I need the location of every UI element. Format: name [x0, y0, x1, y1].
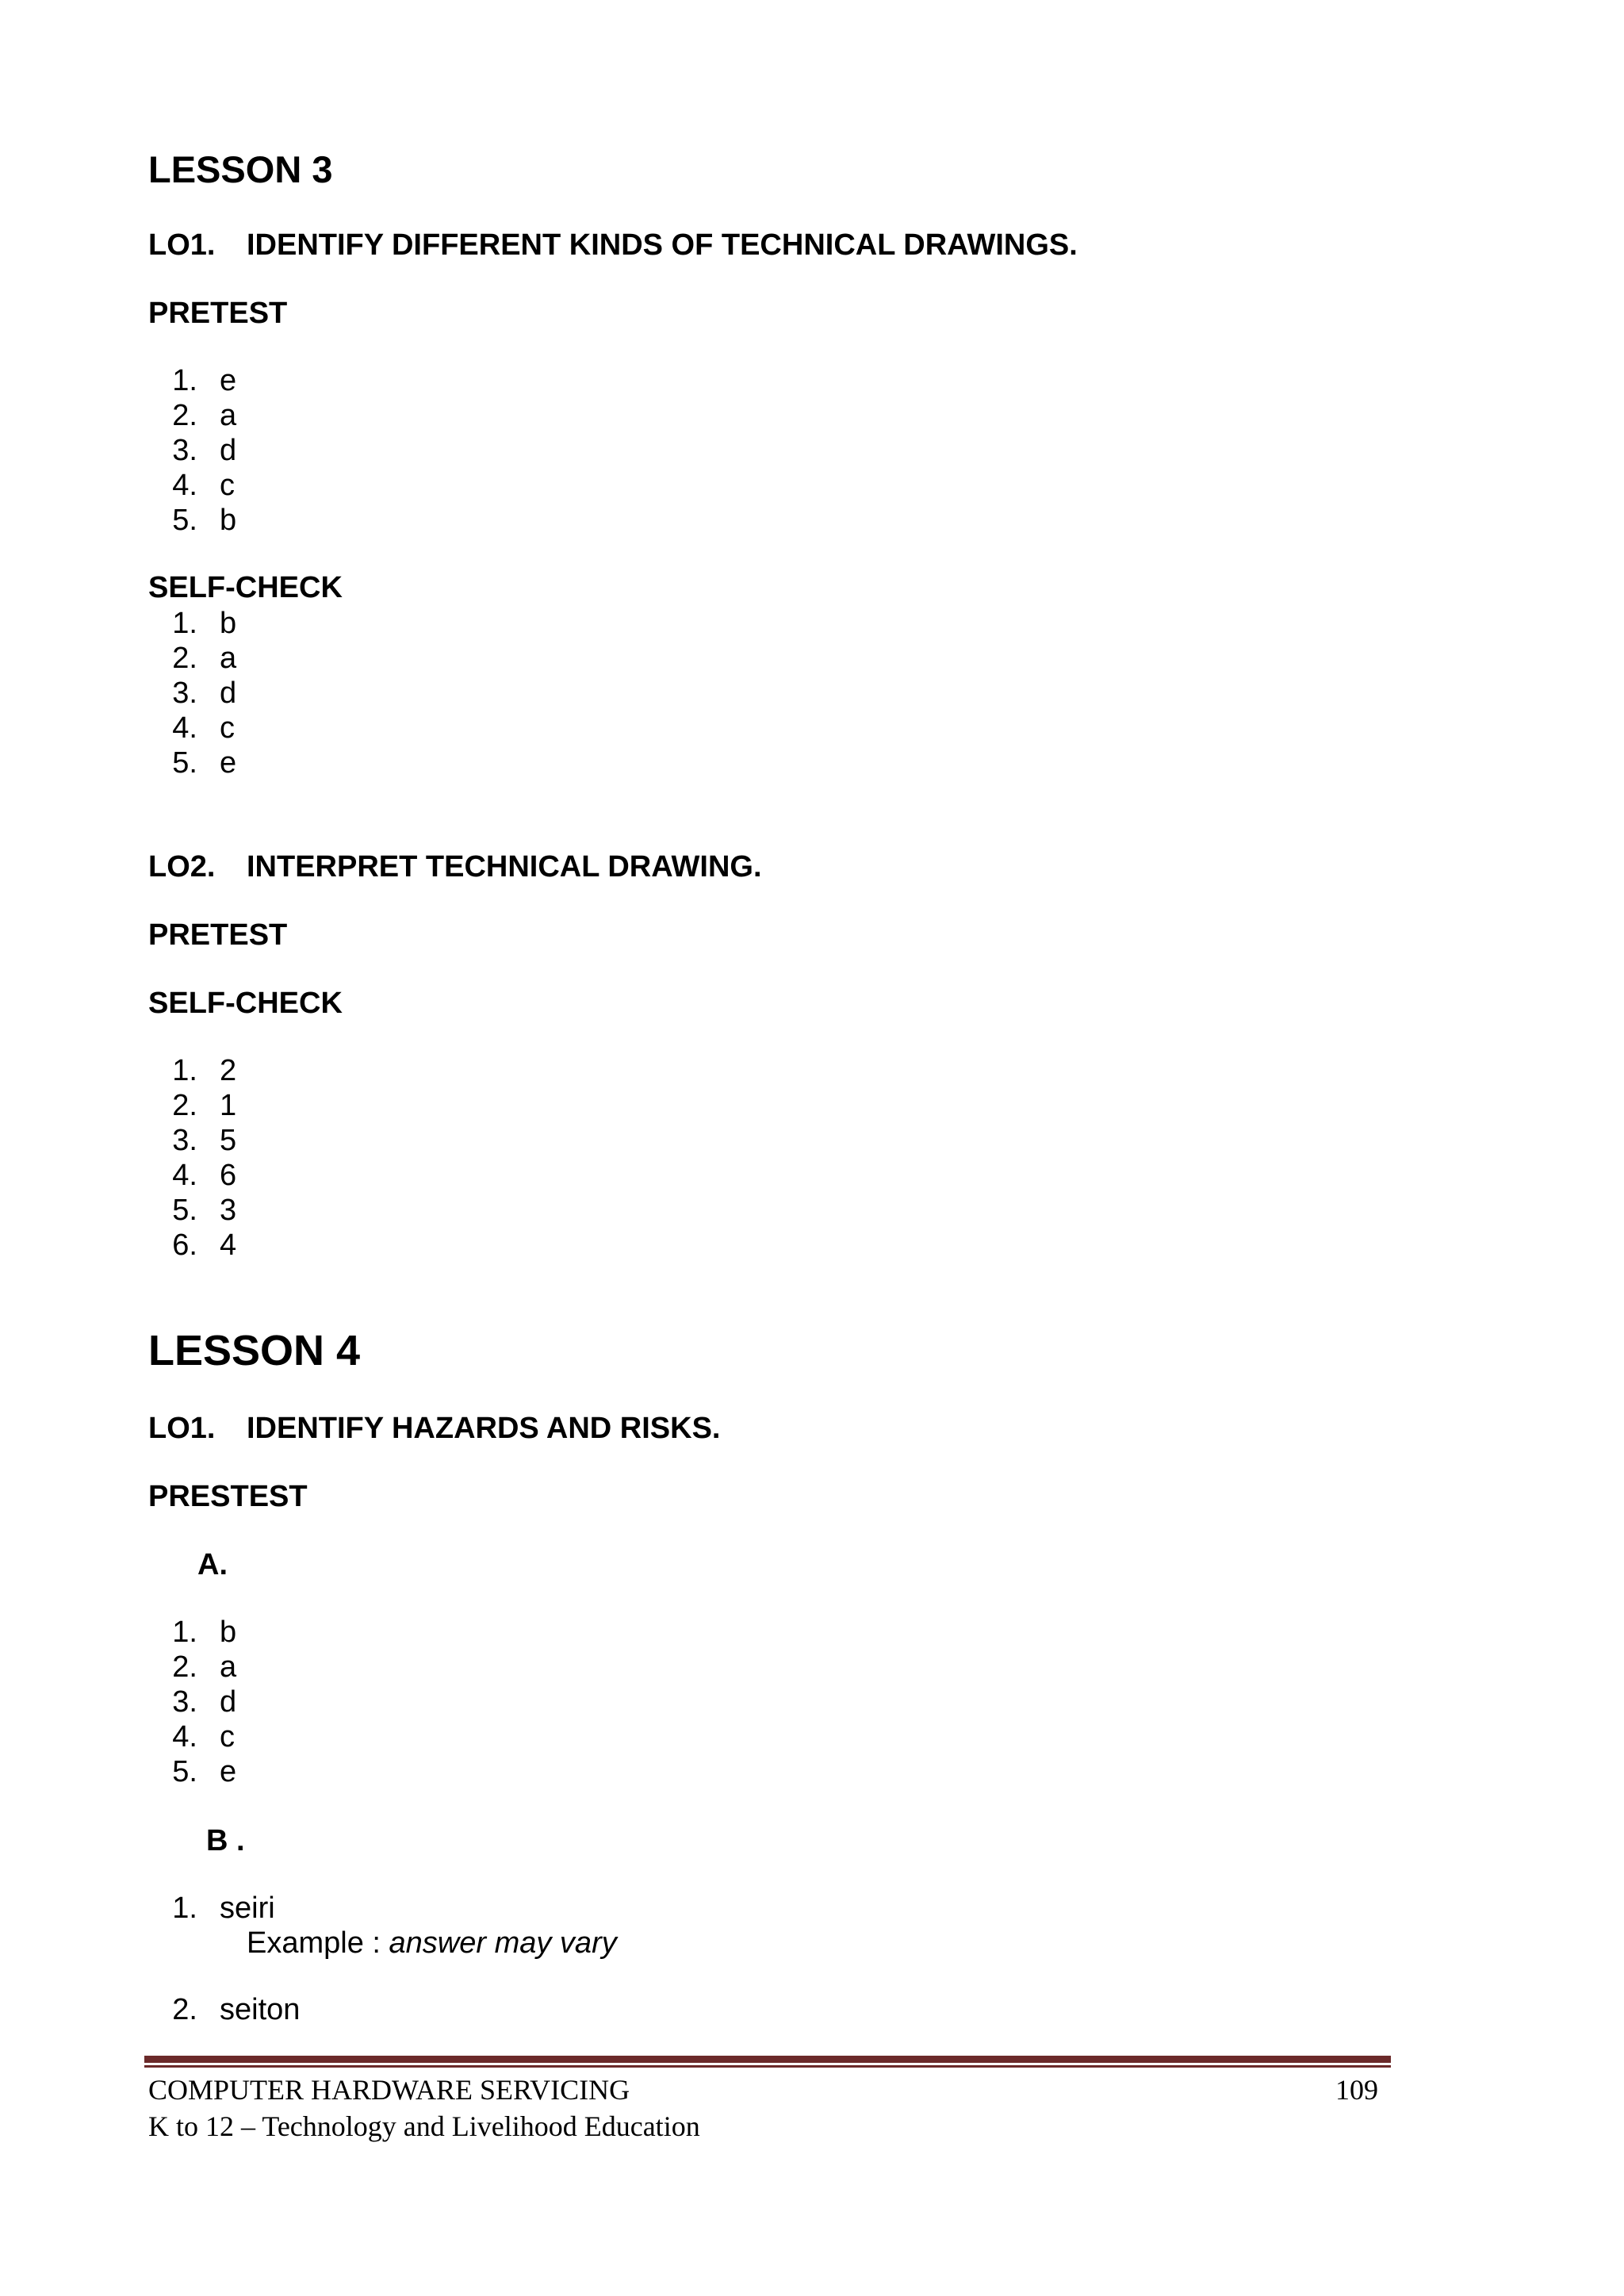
list-item: 2. a — [172, 642, 237, 675]
lesson-3-lo1-selfcheck-label: SELF-CHECK — [148, 571, 343, 604]
lo-number: LO1. — [148, 1412, 216, 1445]
lesson-4-lo1-heading — [148, 1412, 720, 1446]
lesson-3-lo2-heading — [148, 850, 762, 884]
lesson-3-title: LESSON 3 — [148, 148, 333, 190]
part-b-label: B . — [206, 1824, 245, 1857]
lesson-3-lo2-selfcheck-answers — [148, 1053, 236, 1263]
part-b-item-2: 2. seiton — [172, 1993, 301, 2026]
lo-number: LO1. — [148, 228, 216, 262]
list-item: 5. b — [172, 504, 237, 537]
footer-rule — [144, 2056, 1391, 2063]
lesson-3-lo2-pretest-label: PRETEST — [148, 918, 288, 952]
part-b-example: Example : answer may vary — [247, 1926, 617, 1960]
lesson-4-title: LESSON 4 — [148, 1327, 361, 1374]
lesson-3-lo2-selfcheck-label: SELF-CHECK — [148, 987, 343, 1020]
list-item: 6. 4 — [172, 1228, 237, 1262]
footer-course: COMPUTER HARDWARE SERVICING — [148, 2074, 630, 2106]
list-item: 4. c — [172, 1720, 235, 1754]
part-a-answers — [148, 1615, 236, 1789]
part-a-label: A. — [197, 1548, 228, 1581]
lo-title: IDENTIFY HAZARDS AND RISKS. — [247, 1412, 721, 1445]
list-item: 5. e — [172, 1755, 237, 1788]
lesson-4-pretest-label: PRESTEST — [148, 1480, 308, 1513]
list-item: 5. 3 — [172, 1194, 237, 1227]
list-item: 5. e — [172, 746, 237, 780]
list-item: 1. b — [172, 607, 237, 640]
footer-rule-thin — [144, 2065, 1391, 2068]
list-item: 4. 6 — [172, 1159, 237, 1192]
lo-number: LO2. — [148, 850, 216, 884]
list-item: 1. 2 — [172, 1054, 237, 1087]
part-b-answer: seiton — [220, 1993, 301, 2026]
list-item: 2. 1 — [172, 1089, 237, 1122]
list-item: 2. a — [172, 399, 237, 432]
lesson-3-lo1-pretest-answers — [148, 363, 236, 538]
list-item: 4. c — [172, 469, 235, 502]
lo-title: IDENTIFY DIFFERENT KINDS OF TECHNICAL DRAWINGS. — [247, 228, 1078, 262]
list-item: 3. d — [172, 677, 237, 710]
list-item: 1. b — [172, 1616, 237, 1649]
lesson-3-lo1-heading — [148, 228, 1078, 263]
part-b-item-1: 1. seiri Example : answer may vary — [172, 1892, 617, 1960]
lo-title: INTERPRET TECHNICAL DRAWING. — [247, 850, 762, 884]
list-item: 3. d — [172, 1685, 237, 1719]
list-item: 1. e — [172, 364, 237, 397]
footer-page-number: 109 — [1335, 2074, 1378, 2106]
lesson-3-lo1-selfcheck-answers — [148, 606, 236, 780]
footer-program: K to 12 – Technology and Livelihood Education — [148, 2110, 700, 2142]
list-item: 4. c — [172, 711, 235, 745]
list-item: 2. a — [172, 1650, 237, 1684]
lesson-3-lo1-pretest-label: PRETEST — [148, 297, 288, 330]
list-item: 3. 5 — [172, 1124, 237, 1157]
list-item: 3. d — [172, 434, 237, 467]
part-b-answer: seiri — [220, 1892, 275, 1925]
